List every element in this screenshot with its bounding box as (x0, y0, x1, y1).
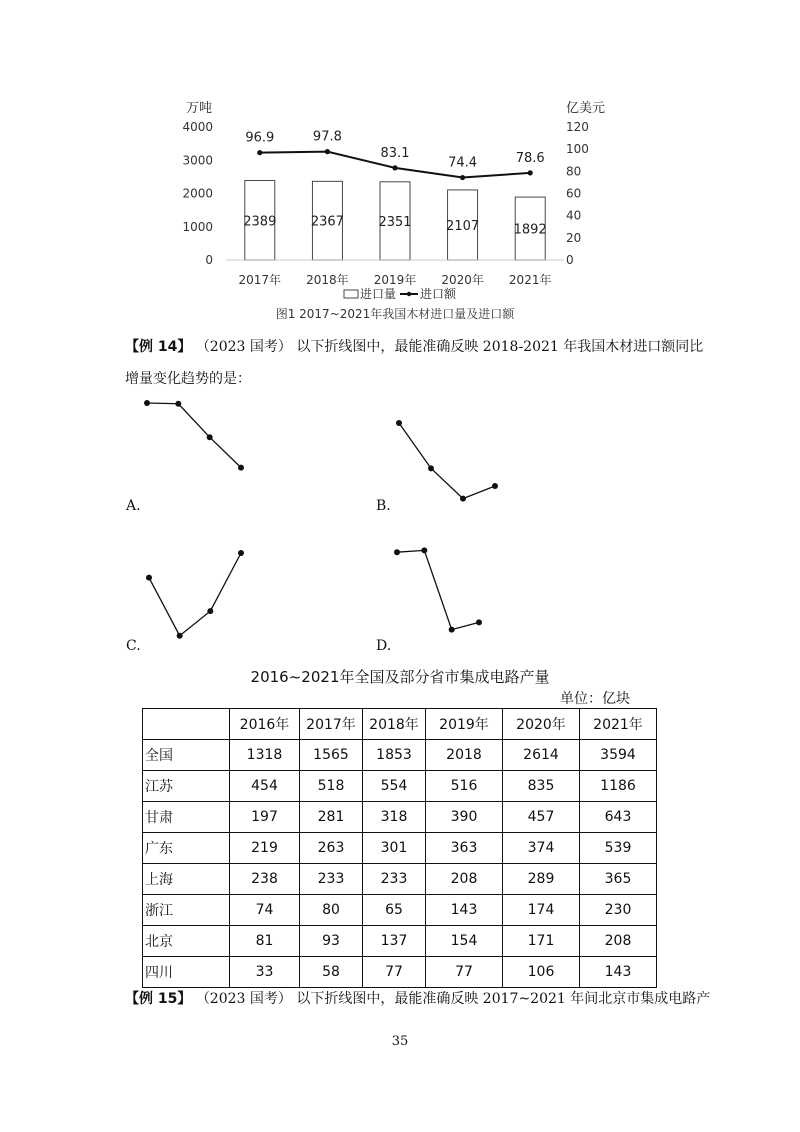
table-cell: 230 (580, 895, 657, 926)
left-tick-label: 0 (205, 253, 213, 267)
right-tick-label: 20 (566, 230, 582, 245)
option-point (238, 465, 244, 471)
table-cell: 81 (230, 926, 300, 957)
line-point (460, 175, 465, 180)
example-15-tag: 【例 15】 (125, 991, 192, 1007)
table-title: 2016~2021年全国及部分省市集成电路产量 (250, 668, 550, 686)
x-tick-label: 2019年 (373, 273, 417, 287)
left-axis-label: 万吨 (186, 101, 213, 116)
table-cell: 454 (230, 771, 300, 802)
option-a-chart (142, 398, 246, 484)
table-cell: 281 (300, 802, 363, 833)
option-line (397, 550, 479, 629)
table-row (143, 957, 657, 988)
option-point (396, 420, 402, 426)
table-cell: 2018 (426, 740, 503, 771)
right-axis-label: 亿美元 (566, 101, 606, 116)
table-row-header: 四川 (143, 957, 230, 988)
option-b-label: B. (376, 498, 391, 514)
table-header-cell: 2016年 (230, 709, 300, 740)
table-row-header: 江苏 (143, 771, 230, 802)
line-value-label: 78.6 (515, 150, 545, 166)
table-cell: 65 (363, 895, 426, 926)
table-cell: 233 (300, 864, 363, 895)
table-cell: 539 (580, 833, 657, 864)
option-point (394, 549, 400, 555)
table-row-header: 甘肃 (143, 802, 230, 833)
table-cell: 301 (363, 833, 426, 864)
legend-bar-swatch (344, 290, 358, 298)
table-row (143, 740, 657, 771)
legend-bar-label: 进口量 (360, 287, 397, 301)
left-tick-label: 3000 (182, 153, 213, 168)
option-point (449, 627, 455, 633)
table-cell: 643 (580, 802, 657, 833)
table-row-header: 上海 (143, 864, 230, 895)
option-point (177, 633, 183, 639)
table-cell: 516 (426, 771, 503, 802)
left-tick-label: 4000 (182, 120, 213, 134)
option-point (476, 619, 482, 625)
line-point (257, 150, 262, 155)
table-row (143, 802, 657, 833)
option-point (207, 608, 213, 614)
option-point (421, 547, 427, 553)
legend-line-marker (407, 292, 411, 296)
line-value-label: 97.8 (312, 129, 342, 145)
table-cell: 208 (426, 864, 503, 895)
table-row (143, 864, 657, 895)
example-14-line1 (125, 336, 703, 356)
table-row-header: 浙江 (143, 895, 230, 926)
table-cell: 1318 (230, 740, 300, 771)
table-cell: 457 (503, 802, 580, 833)
table-cell: 77 (426, 957, 503, 988)
table-cell: 219 (230, 833, 300, 864)
table-cell: 74 (230, 895, 300, 926)
table-cell: 518 (300, 771, 363, 802)
table-cell: 137 (363, 926, 426, 957)
option-c-chart (144, 548, 246, 646)
table-cell: 1565 (300, 740, 363, 771)
x-tick-label: 2017年 (238, 273, 282, 287)
table-cell: 365 (580, 864, 657, 895)
table-cell: 3594 (580, 740, 657, 771)
bar-value-label: 1892 (513, 222, 547, 238)
table-header-cell: 2018年 (363, 709, 426, 740)
table-cell: 197 (230, 802, 300, 833)
table-row (143, 895, 657, 926)
example-14-question: 以下折线图中，最能准确反映 2018-2021 年我国木材进口额同比 (296, 339, 704, 355)
right-tick-label: 120 (566, 120, 589, 134)
table-cell: 1853 (363, 740, 426, 771)
table-header-cell: 2017年 (300, 709, 363, 740)
example-15-line1 (125, 988, 710, 1008)
option-line (147, 403, 241, 468)
line-point (392, 165, 397, 170)
table-unit: 单位：亿块 (560, 691, 630, 707)
legend-line-label: 进口额 (420, 287, 457, 301)
table-cell: 2614 (503, 740, 580, 771)
option-point (428, 465, 434, 471)
table-cell: 208 (580, 926, 657, 957)
line-value-label: 96.9 (245, 130, 275, 146)
table-header-cell: 2021年 (580, 709, 657, 740)
option-a-label: A. (126, 498, 141, 514)
option-point (207, 434, 213, 440)
option-point (492, 483, 498, 489)
table-cell: 835 (503, 771, 580, 802)
table-cell: 93 (300, 926, 363, 957)
option-point (146, 575, 152, 581)
table-cell: 390 (426, 802, 503, 833)
line-value-label: 74.4 (448, 155, 478, 171)
table-cell: 238 (230, 864, 300, 895)
table-cell: 143 (426, 895, 503, 926)
table-cell: 77 (363, 957, 426, 988)
line-value-label: 83.1 (380, 145, 410, 161)
table-cell: 58 (300, 957, 363, 988)
table-cell: 263 (300, 833, 363, 864)
table-header-cell: 2019年 (426, 709, 503, 740)
option-point (175, 401, 181, 407)
option-c-label: C. (126, 638, 141, 654)
table-row-header: 全国 (143, 740, 230, 771)
table-cell: 154 (426, 926, 503, 957)
bar-value-label: 2351 (378, 214, 412, 230)
x-tick-label: 2020年 (441, 273, 484, 287)
right-tick-label: 80 (566, 164, 582, 179)
table-cell: 233 (363, 864, 426, 895)
table-header-cell: 2020年 (503, 709, 580, 740)
option-point (144, 400, 150, 406)
left-tick-label: 2000 (182, 186, 213, 201)
chart-title: 图1 2017~2021年我国木材进口量及进口额 (275, 307, 515, 321)
x-tick-label: 2018年 (306, 273, 349, 287)
example-15-question: 以下折线图中，最能准确反映 2017~2021 年间北京市集成电路产 (296, 991, 711, 1007)
option-d-label: D. (376, 638, 392, 654)
bar-value-label: 2107 (446, 218, 480, 234)
import-chart (180, 100, 610, 330)
example-14-tag: 【例 14】 (125, 339, 192, 355)
right-tick-label: 0 (566, 253, 574, 267)
bar-value-label: 2367 (310, 214, 344, 230)
legend (344, 286, 457, 301)
option-line (149, 553, 241, 636)
example-15-source: （2023 国考） (195, 991, 292, 1007)
right-tick-label: 40 (566, 208, 582, 223)
table-cell: 174 (503, 895, 580, 926)
table-cell: 554 (363, 771, 426, 802)
option-line (399, 423, 495, 499)
line-point (325, 149, 330, 154)
table-cell: 318 (363, 802, 426, 833)
table-cell: 106 (503, 957, 580, 988)
table-cell: 80 (300, 895, 363, 926)
production-table (142, 708, 657, 988)
table-header-cell (143, 709, 230, 740)
page-number: 35 (391, 1034, 409, 1049)
table-header-row (143, 709, 657, 740)
table-row (143, 926, 657, 957)
table-row (143, 833, 657, 864)
left-tick-label: 1000 (182, 219, 213, 234)
right-tick-label: 60 (566, 186, 582, 201)
option-point (460, 496, 466, 502)
table-cell: 1186 (580, 771, 657, 802)
example-14-source: （2023 国考） (195, 339, 292, 355)
table-cell: 374 (503, 833, 580, 864)
table-cell: 289 (503, 864, 580, 895)
example-14-line2: 增量变化趋势的是： (125, 371, 251, 387)
table-cell: 143 (580, 957, 657, 988)
option-point (238, 550, 244, 556)
right-tick-label: 100 (566, 142, 589, 157)
table-row-header: 北京 (143, 926, 230, 957)
x-tick-label: 2021年 (508, 273, 552, 287)
table-cell: 363 (426, 833, 503, 864)
table-row (143, 771, 657, 802)
line-point (528, 170, 533, 175)
bar-value-label: 2389 (243, 214, 277, 230)
option-b-chart (394, 418, 500, 512)
option-d-chart (392, 540, 484, 640)
table-cell: 33 (230, 957, 300, 988)
table-row-header: 广东 (143, 833, 230, 864)
table-cell: 171 (503, 926, 580, 957)
